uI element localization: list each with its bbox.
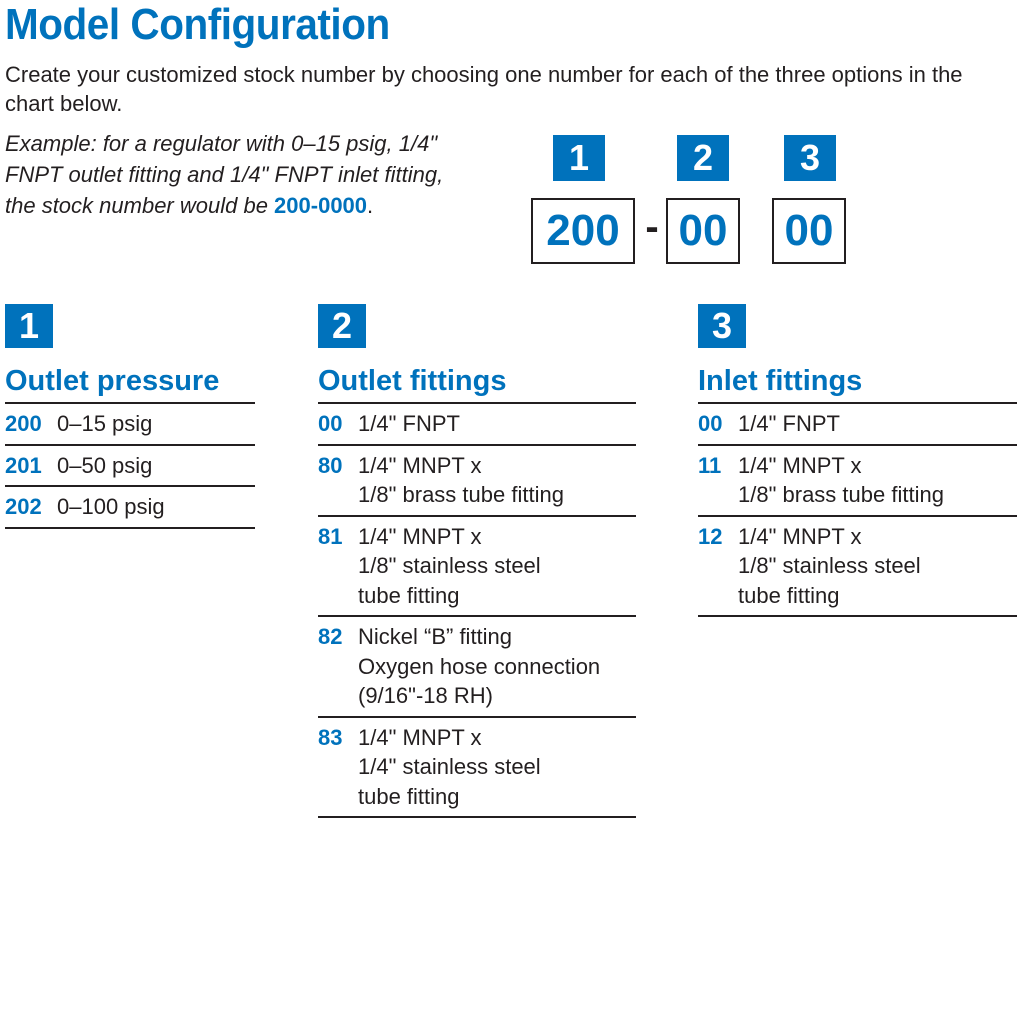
option-code: 80 xyxy=(318,452,343,478)
outlet-fittings-heading: Outlet fittings xyxy=(318,363,636,404)
example-period: . xyxy=(367,193,374,218)
sample-dash: - xyxy=(645,205,659,249)
outlet-pressure-heading: Outlet pressure xyxy=(5,363,255,404)
option-description: 1/4" MNPT x 1/8" brass tube fitting xyxy=(358,452,564,507)
option-description: 1/4" MNPT x 1/8" stainless steel tube fitting xyxy=(738,523,921,608)
column-badge-3: 3 xyxy=(698,304,746,348)
option-description: 1/4" MNPT x 1/8" stainless steel tube fitting xyxy=(358,523,541,608)
page-title: Model Configuration xyxy=(5,0,390,49)
list-item xyxy=(318,446,636,517)
option-description: 1/4" MNPT x 1/4" stainless steel tube fitting xyxy=(358,724,541,809)
list-item xyxy=(5,446,255,488)
list-item xyxy=(698,517,1017,618)
option-description: 0–100 psig xyxy=(57,494,165,519)
inlet-fittings-heading: Inlet fittings xyxy=(698,363,1017,404)
option-description: 1/4" MNPT x 1/8" brass tube fitting xyxy=(738,452,944,507)
list-item xyxy=(318,404,636,446)
option-code: 202 xyxy=(5,494,42,519)
intro-text: Create your customized stock number by choosing one number for each of the three options in the chart below. xyxy=(5,62,963,116)
option-description: 1/4" FNPT xyxy=(358,411,460,436)
option-description: 0–15 psig xyxy=(57,411,153,436)
outlet-pressure-list xyxy=(5,404,255,529)
option-code: 82 xyxy=(318,624,343,649)
option-code: 81 xyxy=(318,523,343,549)
column-badge-2: 2 xyxy=(318,304,366,348)
option-code: 12 xyxy=(698,523,723,549)
inlet-fittings-column xyxy=(698,304,1017,617)
option-code: 201 xyxy=(5,452,42,478)
list-item xyxy=(5,487,255,529)
example-text xyxy=(5,128,475,221)
sample-box-inlet: 00 xyxy=(772,198,846,264)
option-code: 200 xyxy=(5,411,42,436)
list-item xyxy=(698,404,1017,446)
list-item xyxy=(5,404,255,446)
outlet-fittings-column xyxy=(318,304,636,818)
sample-box-pressure: 200 xyxy=(531,198,635,264)
option-code: 11 xyxy=(698,452,722,478)
example-stock-number: 200-0000 xyxy=(274,193,368,218)
option-description: 0–50 psig xyxy=(57,452,153,478)
example-description: Example: for a regulator with 0–15 psig, 1/4" FNPT outlet fitting and 1/4" FNPT inlet fitting, the stock number would be xyxy=(5,131,444,218)
outlet-pressure-column xyxy=(5,304,255,529)
option-code: 00 xyxy=(698,411,723,436)
list-item xyxy=(698,446,1017,517)
list-item xyxy=(318,718,636,819)
option-description: Nickel “B” fitting Oxygen hose connection (9/16"-18 RH) xyxy=(358,624,601,708)
option-description: 1/4" FNPT xyxy=(738,411,840,436)
sample-badge-3: 3 xyxy=(784,135,836,181)
column-badge-1: 1 xyxy=(5,304,53,348)
outlet-fittings-list xyxy=(318,404,636,818)
option-code: 83 xyxy=(318,724,343,750)
option-code: 00 xyxy=(318,411,343,436)
sample-badge-2: 2 xyxy=(677,135,729,181)
list-item xyxy=(318,617,636,718)
inlet-fittings-list xyxy=(698,404,1017,617)
sample-badge-1: 1 xyxy=(553,135,605,181)
sample-box-outlet: 00 xyxy=(666,198,740,264)
list-item xyxy=(318,517,636,618)
